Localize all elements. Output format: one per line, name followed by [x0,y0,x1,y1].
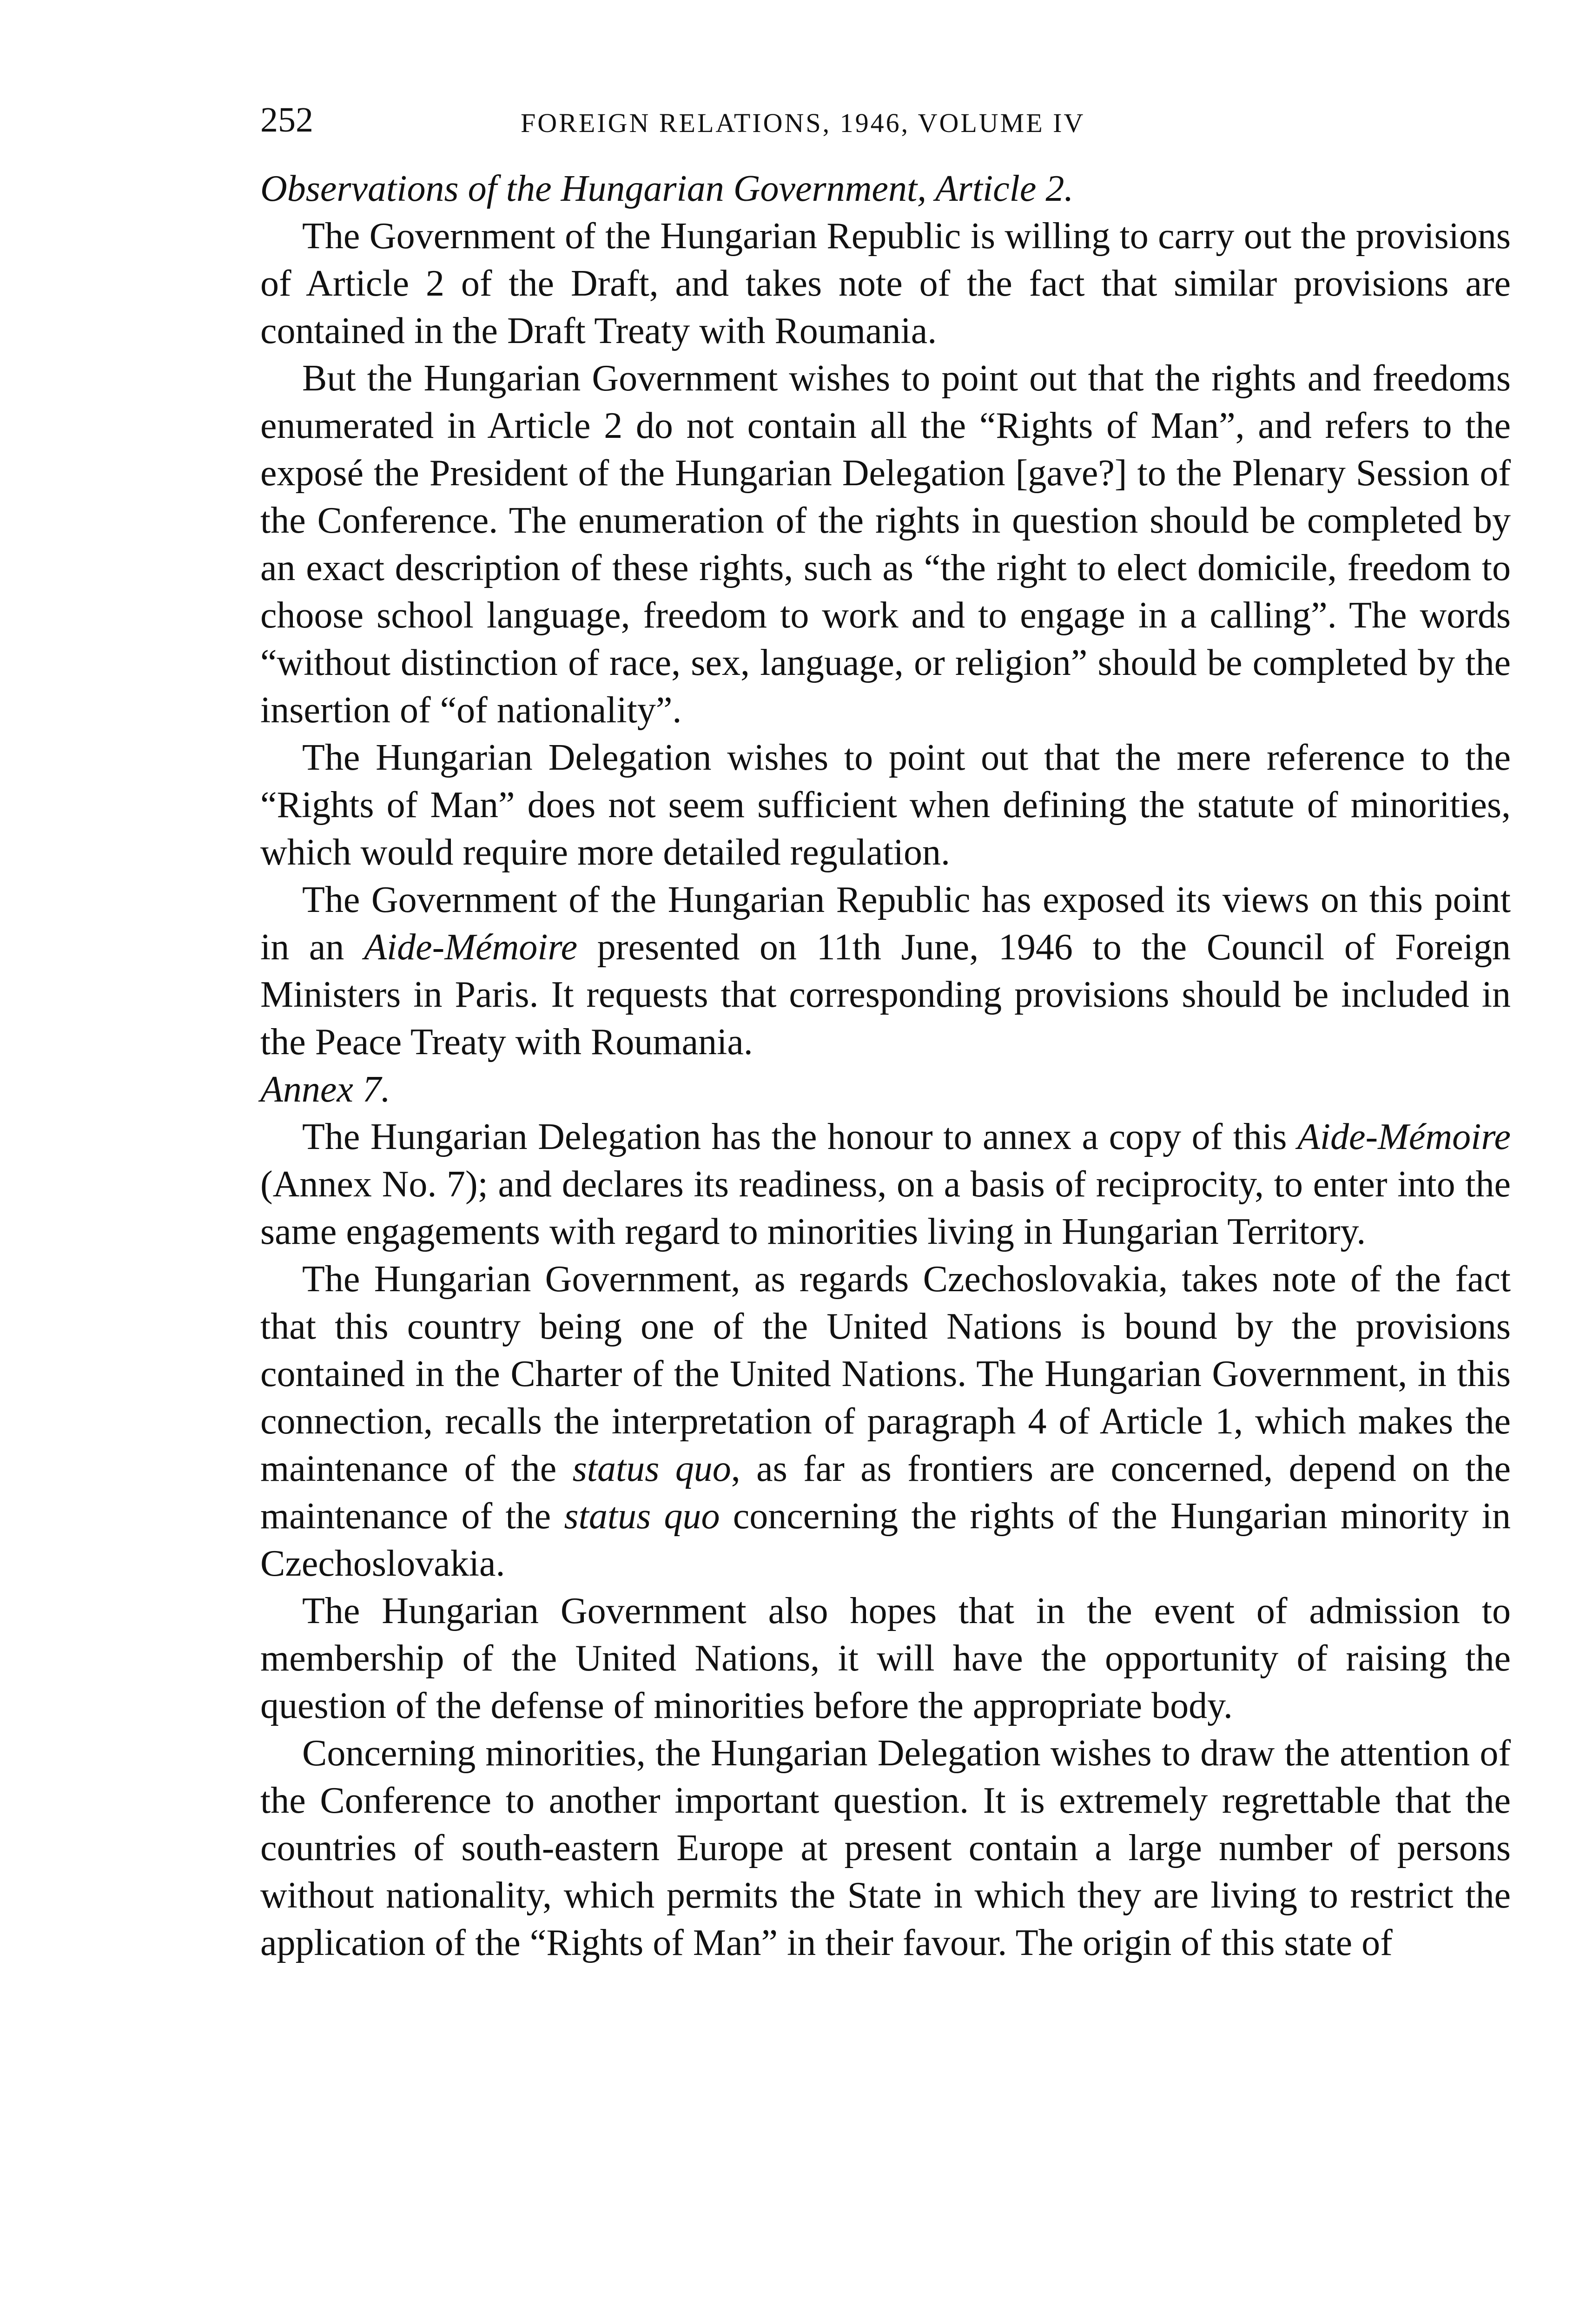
paragraph-5-text-b: (Annex No. 7); and declares its readiness, on a basis of reciprocity, to enter into the same engagements with regard to minorities living in Hungarian Territory. [260,1164,1511,1252]
paragraph-1: The Government of the Hungarian Republic is willing to carry out the provisions of Article 2 of the Draft, and takes note of the fact that similar provisions are contained in the Draft Treaty with Roumania. [260,216,1511,351]
page-number: 252 [260,100,313,139]
paragraph-7: The Hungarian Government also hopes that in the event of admission to membership of the United Nations, it will have the opportunity of raising the question of the defense of minorities before the appropriate body. [260,1591,1511,1726]
paragraph-6-text-a: The Hungarian Government, as regards Czechoslovakia, takes note of the fact that this country being one of the United Nations is bound by the provisions contained in the Charter of the United Nations. The Hungarian Government, in this connection, recalls the interpretation of paragraph 4 of Article 1, which makes the maintenance of the [260,1259,1511,1489]
paragraph-4-text-b: presented on 11th June, 1946 to the Council of Foreign Ministers in Paris. It requests that corresponding provisions should be included in the Peace Treaty with Roumania. [260,927,1511,1063]
paragraph-6-status-quo-2: status quo [564,1496,720,1537]
paragraph-6-text-c: concerning the rights of the Hungarian minority in Czechoslovakia. [260,1496,1511,1584]
paragraph-2: But the Hungarian Government wishes to point out that the rights and freedoms enumerated in Article 2 do not contain all the “Rights of Man”, and refers to the exposé the President of the Hungarian Delegation [gave?] to the Plenary Session of the Conference. The enumeration of the rights in question should be completed by an exact description of these rights, such as “the right to elect domicile, freedom to choose school language, freedom to work and to engage in a calling”. The words “without distinction of race, sex, language, or religion” should be completed by the insertion of “of nationality”. [260,358,1511,731]
paragraph-5 [260,1113,1511,1255]
paragraph-3: The Hungarian Delegation wishes to point out that the mere reference to the “Rights of Man” does not seem sufficient when defining the statute of minorities, which would require more detailed regulation. [260,737,1511,873]
running-header [260,95,1511,151]
running-title: FOREIGN RELATIONS, 1946, VOLUME IV [521,108,1085,138]
paragraph-4-aide-memoire: Aide-Mémoire [364,927,578,968]
paragraph-5-text-a: The Hungarian Delegation has the honour to annex a copy of this [302,1116,1297,1157]
paragraph-5-aide-memoire: Aide-Mémoire [1297,1116,1511,1157]
paragraph-6 [260,1255,1511,1587]
paragraph-6-status-quo-1: status quo [572,1448,731,1489]
annex-label: Annex 7. [260,1069,390,1110]
paragraph-8: Concerning minorities, the Hungarian Delegation wishes to draw the attention of the Conference to another important question. It is extremely regrettable that the countries of south-eastern Europe at present contain a large number of persons without nationality, which permits the State in which they are living to restrict the application of the “Rights of Man” in their favour. The origin of this state of [260,1733,1511,1963]
document-page [260,95,1511,1967]
section-heading: Observations of the Hungarian Government, Article 2. [260,168,1074,209]
paragraph-4-text-a: The Government of the Hungarian Republic has exposed its views on this point in an [260,879,1511,968]
paragraph-6-text-b: , as far as frontiers are concerned, depend on the maintenance of the [260,1448,1511,1537]
paragraph-4 [260,876,1511,1066]
